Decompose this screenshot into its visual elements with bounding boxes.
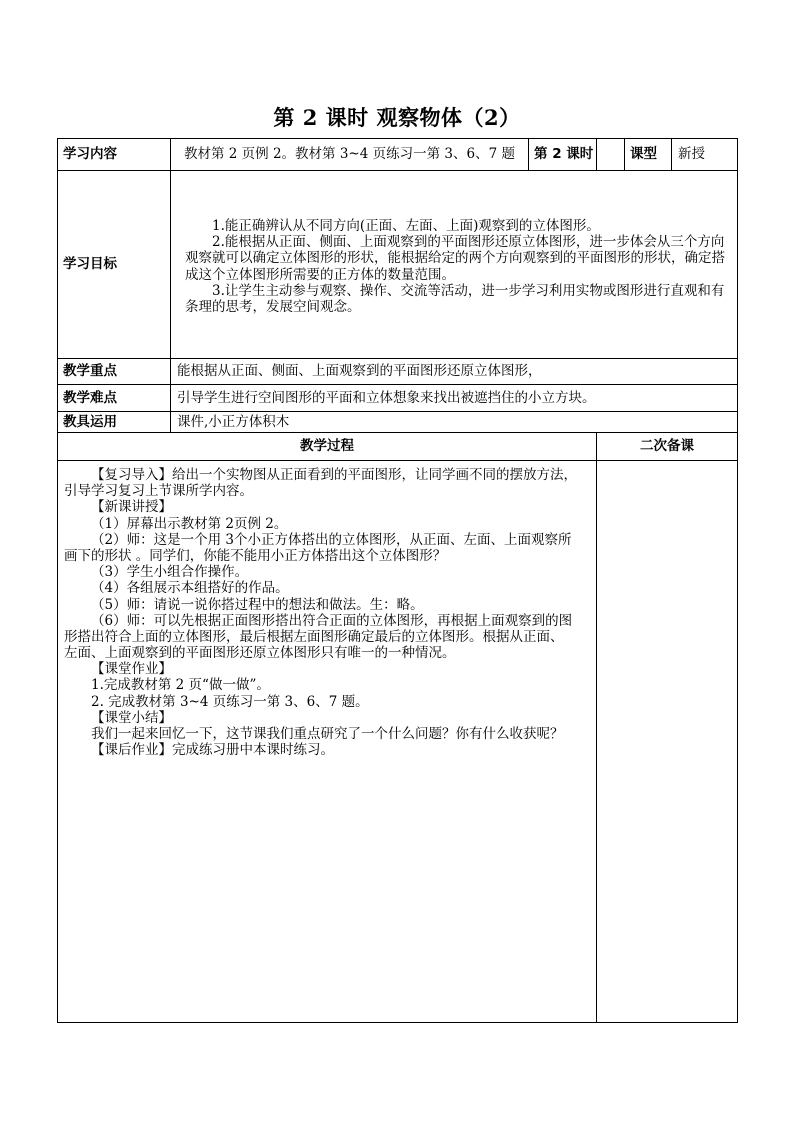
notes-header: 二次备课 [597, 433, 738, 461]
process-header: 教学过程 [58, 433, 597, 461]
tools-row [58, 412, 738, 433]
page-title: 第 2 课时 观察物体（2） [273, 105, 521, 130]
difficulty-value: 引导学生进行空间图形的平面和立体想象来找出被遮挡住的小立方块。 [171, 385, 738, 412]
process-content [58, 461, 597, 1023]
process-line: 【课堂小结】 [91, 709, 172, 726]
type-value: 新授 [672, 139, 738, 171]
content-label: 学习内容 [58, 139, 171, 171]
goal-item: 1.能正确辨认从不同方向(正面、左面、上面)观察到的立体图形。 [212, 217, 600, 234]
process-line: （2）师：这是一个用 3个小正方体搭出的立体图形，从正面、左面、上面观察所 [91, 531, 572, 548]
process-line: 【课堂作业】 [91, 661, 172, 678]
process-line: 【新课讲授】 [91, 499, 172, 516]
difficulty-label: 教学难点 [58, 385, 171, 412]
process-line: 2. 完成教材第 3~4 页练习一第 3、6、7 题。 [91, 693, 369, 710]
process-line: （6）师：可以先根据正面图形搭出符合正面的立体图形，再根据上面观察到的图 [91, 612, 573, 629]
process-row [58, 461, 738, 1023]
process-line: 我们一起来回忆一下，这节课我们重点研究了一个什么问题？你有什么收获呢？ [91, 726, 564, 742]
section-header-row [58, 433, 738, 461]
content-value: 教材第 2 页例 2。教材第 3~4 页练习一第 3、6、7 题 [171, 139, 529, 171]
process-line: （5）师：请说一说你搭过程中的想法和做法。生：略。 [91, 596, 424, 613]
tools-value: 课件,小正方体积木 [171, 412, 738, 433]
process-line: （4）各组展示本组搭好的作品。 [91, 580, 289, 597]
content-row [58, 139, 738, 171]
lesson-plan-table [57, 138, 738, 1023]
key-point-value: 能根据从正面、侧面、上面观察到的平面图形还原立体图形， [171, 359, 738, 385]
process-line: （3）学生小组合作操作。 [91, 564, 249, 581]
process-line: （1）屏幕出示教材第 2页例 2。 [91, 515, 288, 532]
process-line: 画下的形状 。同学们，你能不能用小正方体搭出这个立体图形？ [64, 547, 447, 564]
period-label: 第 2 课时 [529, 139, 597, 171]
goals-content [171, 171, 738, 359]
type-label: 课型 [625, 139, 672, 171]
notes-content [597, 461, 738, 1023]
process-line: 【复习导入】给出一个实物图从正面看到的平面图形，让同学画不同的摆放方法， [91, 467, 577, 483]
process-line: 引导学习复习上节课所学内容。 [64, 483, 253, 500]
process-line: 形搭出符合上面的立体图形，最后根据左面图形确定最后的立体图形。根据从正面、 [64, 628, 564, 645]
key-point-label: 教学重点 [58, 359, 171, 385]
difficulty-row [58, 385, 738, 412]
period-blank-cell [597, 139, 625, 171]
goals-label: 学习目标 [58, 171, 171, 359]
goal-item: 3.让学生主动参与观察、操作、交流等活动，进一步学习利用实物或图形进行直观和有条理的思考，发展空间观念。 [185, 282, 725, 315]
process-line: 1.完成教材第 2 页“做一做”。 [91, 677, 270, 694]
goals-row [58, 171, 738, 359]
process-line: 【课后作业】完成练习册中本课时练习。 [91, 742, 334, 759]
tools-label: 教具运用 [58, 412, 171, 433]
key-point-row [58, 359, 738, 385]
process-line: 左面、上面观察到的平面图形还原立体图形只有唯一的一种情况。 [64, 645, 456, 662]
goal-item: 2.能根据从正面、侧面、上面观察到的平面图形还原立体图形，进一步体会从三个方向观察就可以确定立体图形的形状，能根据给定的两个方向观察到的平面图形的形状，确定搭成这个立体图形所需要的正方体的数量范围。 [185, 234, 725, 283]
